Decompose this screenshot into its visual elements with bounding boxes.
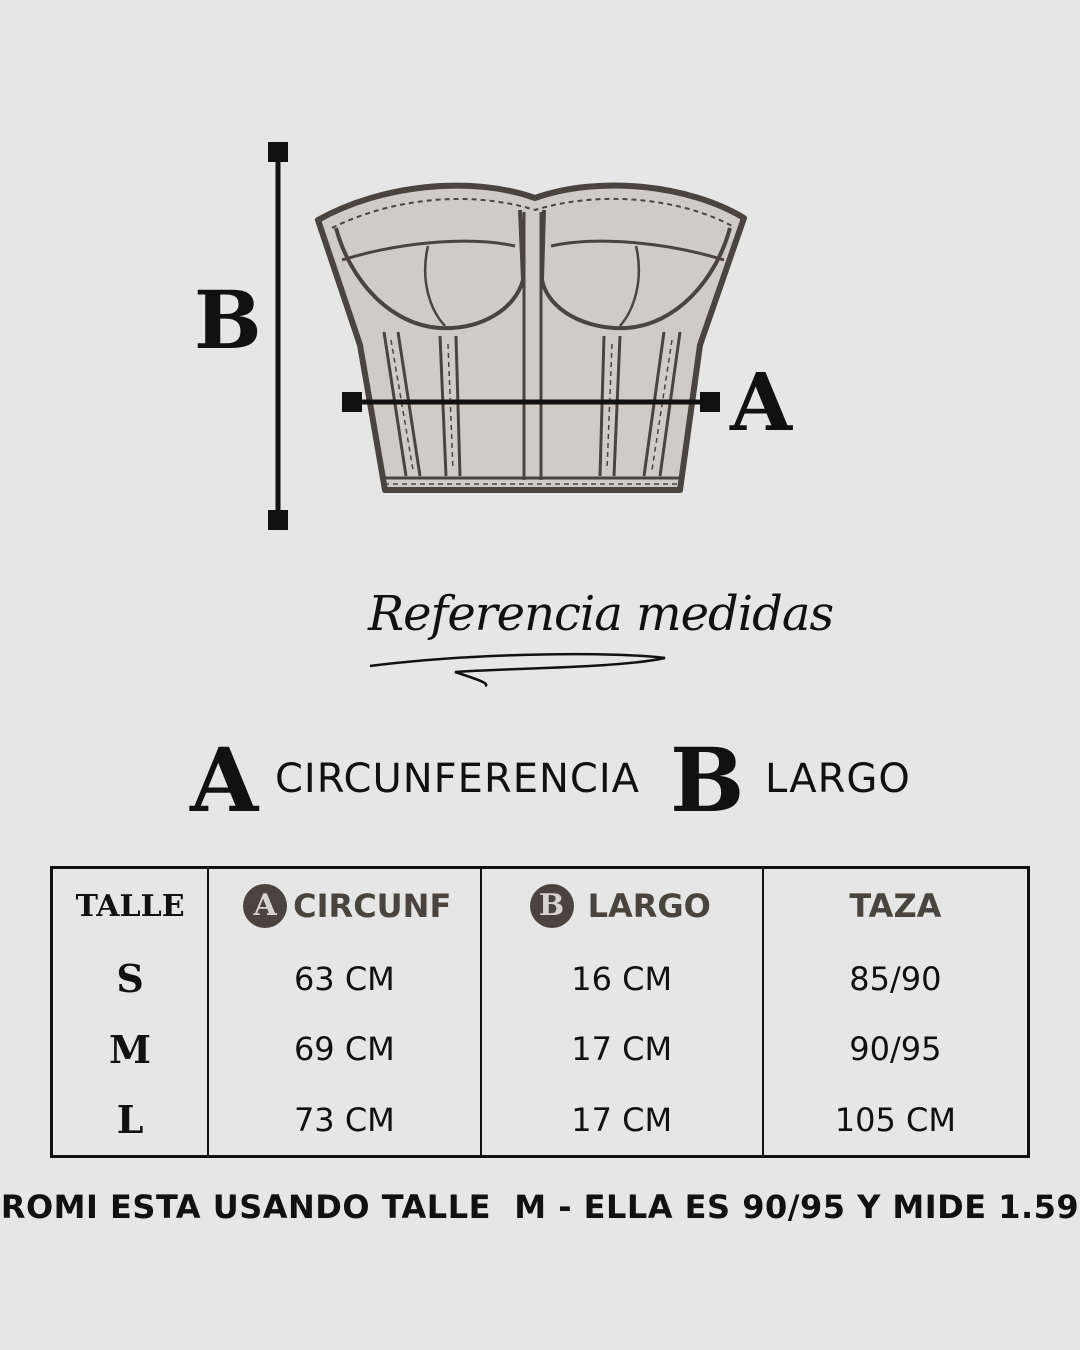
cell-largo: 16 CM [481,944,763,1014]
table-row [52,1084,1029,1156]
cell-talle: M [52,1014,209,1084]
cell-taza: 85/90 [763,944,1029,1014]
cell-circ: 73 CM [208,1084,480,1156]
header-largo-label: LARGO [587,887,711,926]
table-header-row [52,868,1029,944]
measure-line-b [268,142,288,530]
legend-letter-b: B [670,728,745,832]
circle-b-icon: B [530,884,574,928]
legend-letter-a: A [190,728,259,832]
circle-a-icon: A [243,884,287,928]
cell-circ: 63 CM [208,944,480,1014]
cell-talle: L [52,1084,209,1156]
cell-largo: 17 CM [481,1014,763,1084]
size-table [50,866,1030,1158]
script-title [360,580,834,690]
script-underline [360,580,740,690]
header-largo [481,868,763,944]
cell-taza: 105 CM [763,1084,1029,1156]
header-circunf-label: CIRCUNF [293,887,452,926]
diagram-label-a: A [730,355,793,449]
header-taza: TAZA [763,868,1029,944]
footer-note: ROMI ESTA USANDO TALLE M - ELLA ES 90/95 Y MIDE 1.59 [0,1188,1080,1226]
cell-largo: 17 CM [481,1084,763,1156]
table-row [52,944,1029,1014]
header-talle: TALLE [52,868,209,944]
table-row [52,1014,1029,1084]
script-title-text: Referencia medidas [368,586,834,642]
diagram-label-b: B [194,273,262,367]
garment-diagram [0,0,1080,560]
cell-talle: S [52,944,209,1014]
cell-taza: 90/95 [763,1014,1029,1084]
cell-circ: 69 CM [208,1014,480,1084]
legend-label-largo: LARGO [765,756,911,802]
header-circunf [208,868,480,944]
legend-label-circunferencia: CIRCUNFERENCIA [275,756,641,802]
